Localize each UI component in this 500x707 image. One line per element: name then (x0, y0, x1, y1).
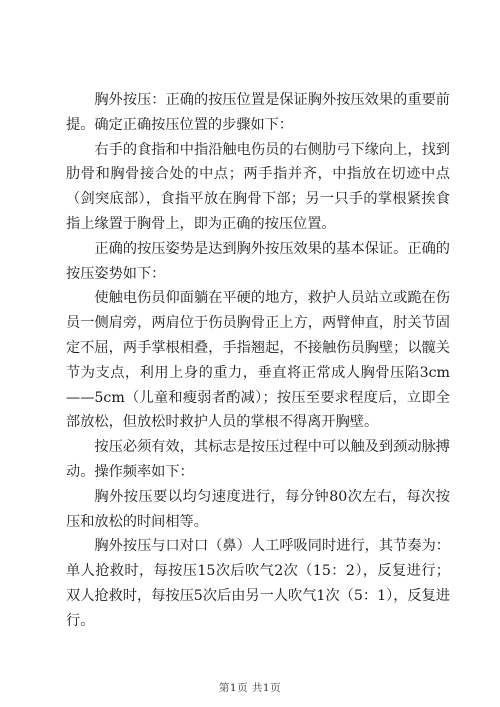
paragraph-chest-compression-position: 胸外按压：正确的按压位置是保证胸外按压效果的重要前提。确定正确按压位置的步骤如下： (66, 92, 450, 133)
paragraph-compression-posture: 正确的按压姿势是达到胸外按压效果的基本保证。正确的按压姿势如下： (66, 240, 450, 282)
page-footer: 第1页 共1页 (218, 682, 282, 694)
paragraph-posture-steps: 使触电伤员仰面躺在平硬的地方，救护人员站立或跪在伤员一侧肩旁，两肩位于伤员胸骨正上方，两臂伸直，肘关节固定不屈，两手掌根相叠，手指翘起，不接触伤员胸壁；以髋关节为支点，利用上身的重力，垂直将正常成人胸骨压陷3cm——5cm（儿童和瘦弱者酌减）；按压至要求程度后，立即全部放松，但放松时救护人员的掌根不得离开胸壁。 (66, 290, 450, 431)
paragraph-effectiveness: 按压必须有效，其标志是按压过程中可以触及到颈动脉搏动。操作频率如下： (66, 439, 450, 480)
paragraph-compression-breathing-rhythm: 胸外按压与口对口（鼻）人工呼吸同时进行，其节奏为：单人抢救时，每按压15次后吹气2次（15：2），反复进行；双人抢救时，每按压5次后由另一人吹气1次（5：1），反复进行。 (66, 538, 450, 629)
document-body (66, 88, 450, 634)
paragraph-compression-rate: 胸外按压要以均匀速度进行，每分钟80次左右，每次按压和放松的时间相等。 (66, 488, 450, 530)
paragraph-finding-position-steps: 右手的食指和中指沿触电伤员的右侧肋弓下缘向上，找到肋骨和胸骨接合处的中点；两手指并齐，中指放在切迹中点（剑突底部），食指平放在胸骨下部；另一只手的掌根紧挨食指上缘置于胸骨上，即为正确的按压位置。 (66, 141, 450, 232)
